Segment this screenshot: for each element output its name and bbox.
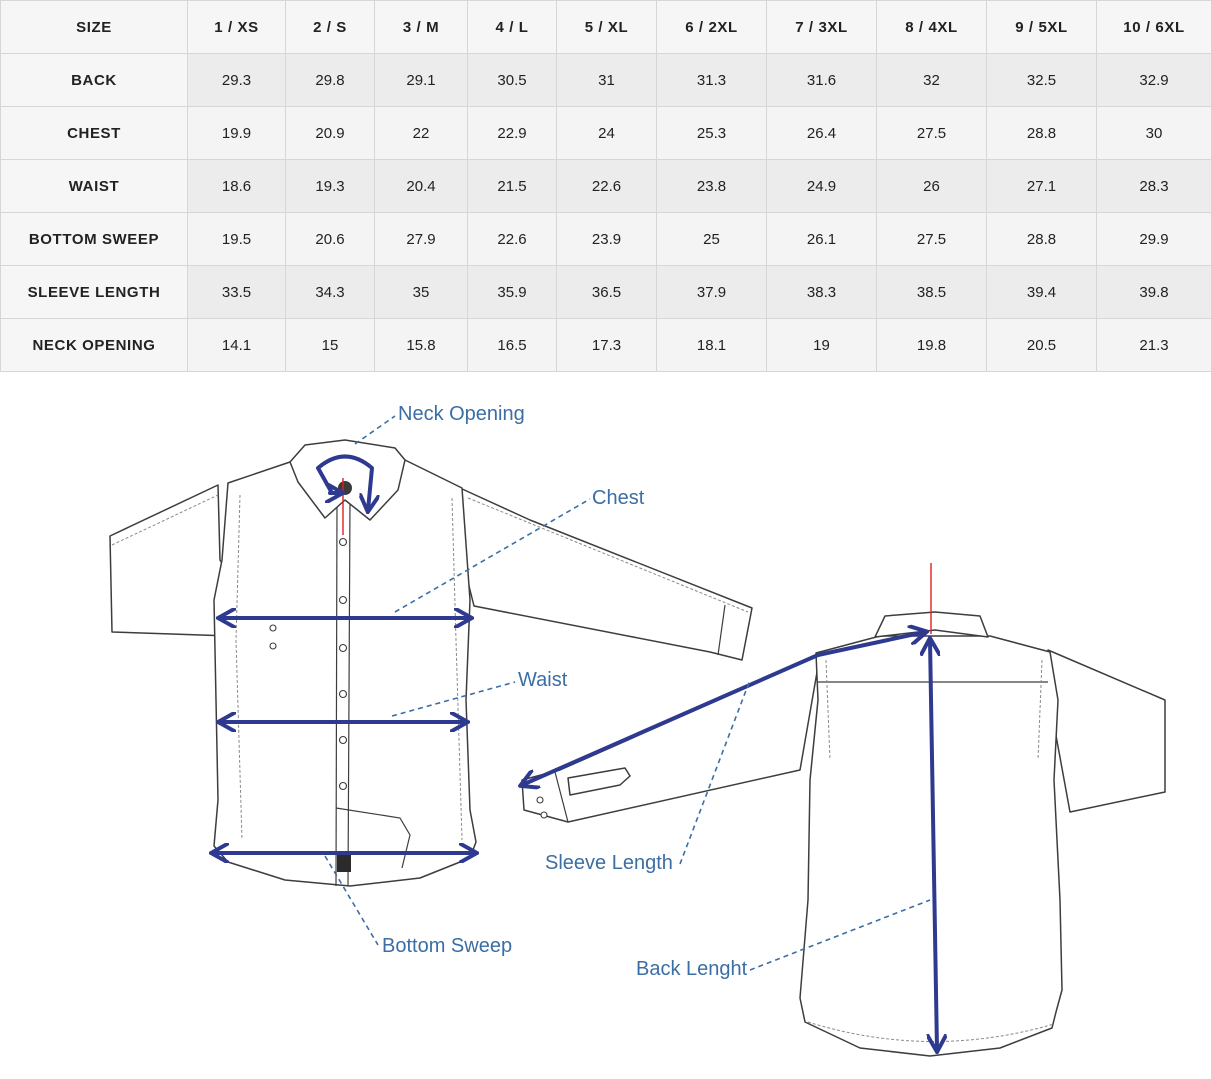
table-cell: 31: [557, 54, 657, 107]
size-chart-body: [1, 54, 1211, 372]
sleeve-length-label: Sleeve Length: [545, 852, 673, 874]
table-cell: 21.3: [1097, 319, 1211, 372]
table-cell: 22.6: [468, 213, 557, 266]
table-cell: 15: [286, 319, 375, 372]
column-header: 6 / 2XL: [657, 1, 767, 54]
table-cell: 27.5: [877, 213, 987, 266]
table-cell: 19.9: [188, 107, 286, 160]
table-cell: 21.5: [468, 160, 557, 213]
table-cell: 32: [877, 54, 987, 107]
table-cell: 32.9: [1097, 54, 1211, 107]
table-row-bottom-sweep: [1, 213, 1211, 266]
row-label: CHEST: [1, 107, 188, 160]
table-cell: 22.6: [557, 160, 657, 213]
table-cell: 38.3: [767, 266, 877, 319]
table-cell: 24.9: [767, 160, 877, 213]
neck-opening-label: Neck Opening: [398, 403, 525, 425]
table-cell: 38.5: [877, 266, 987, 319]
back-shirt-drawing: [522, 563, 1165, 1056]
shirt-diagram-svg: [0, 372, 1211, 1079]
column-header: 3 / M: [375, 1, 468, 54]
header-row: [1, 1, 1211, 54]
table-cell: 20.6: [286, 213, 375, 266]
table-cell: 18.1: [657, 319, 767, 372]
size-chart-header: [1, 1, 1211, 54]
table-cell: 35: [375, 266, 468, 319]
table-cell: 29.1: [375, 54, 468, 107]
table-cell: 30: [1097, 107, 1211, 160]
table-cell: 29.8: [286, 54, 375, 107]
table-cell: 36.5: [557, 266, 657, 319]
back-right-sleeve: [1048, 650, 1165, 812]
column-header: 5 / XL: [557, 1, 657, 54]
table-cell: 25.3: [657, 107, 767, 160]
table-cell: 18.6: [188, 160, 286, 213]
table-cell: 15.8: [375, 319, 468, 372]
column-header: 1 / XS: [188, 1, 286, 54]
table-cell: 31.3: [657, 54, 767, 107]
table-cell: 20.5: [987, 319, 1097, 372]
table-cell: 22: [375, 107, 468, 160]
column-header: 8 / 4XL: [877, 1, 987, 54]
table-cell: 30.5: [468, 54, 557, 107]
table-cell: 28.8: [987, 213, 1097, 266]
table-cell: 26.1: [767, 213, 877, 266]
table-cell: 26: [877, 160, 987, 213]
table-cell: 33.5: [188, 266, 286, 319]
table-cell: 19.3: [286, 160, 375, 213]
table-cell: 37.9: [657, 266, 767, 319]
waist-label: Waist: [518, 669, 568, 691]
front-right-sleeve: [460, 488, 752, 660]
table-cell: 29.9: [1097, 213, 1211, 266]
table-cell: 29.3: [188, 54, 286, 107]
row-label: BOTTOM SWEEP: [1, 213, 188, 266]
column-header: 7 / 3XL: [767, 1, 877, 54]
column-header: SIZE: [1, 1, 188, 54]
table-cell: 27.1: [987, 160, 1097, 213]
back-length-label: Back Lenght: [636, 958, 748, 980]
table-cell: 26.4: [767, 107, 877, 160]
table-cell: 32.5: [987, 54, 1097, 107]
table-cell: 17.3: [557, 319, 657, 372]
table-cell: 14.1: [188, 319, 286, 372]
row-label: BACK: [1, 54, 188, 107]
table-cell: 20.9: [286, 107, 375, 160]
row-label: SLEEVE LENGTH: [1, 266, 188, 319]
table-cell: 19.8: [877, 319, 987, 372]
row-label: WAIST: [1, 160, 188, 213]
front-body: [214, 460, 476, 886]
table-row-back: [1, 54, 1211, 107]
table-cell: 25: [657, 213, 767, 266]
table-row-chest: [1, 107, 1211, 160]
table-cell: 39.8: [1097, 266, 1211, 319]
table-cell: 31.6: [767, 54, 877, 107]
row-label: NECK OPENING: [1, 319, 188, 372]
table-cell: 23.9: [557, 213, 657, 266]
front-shirt-drawing: [110, 440, 752, 886]
table-cell: 16.5: [468, 319, 557, 372]
table-cell: 24: [557, 107, 657, 160]
table-row-waist: [1, 160, 1211, 213]
chest-label: Chest: [592, 487, 645, 509]
size-chart-table: [0, 0, 1211, 372]
measurement-diagram: [0, 372, 1211, 1079]
table-cell: 28.8: [987, 107, 1097, 160]
table-cell: 34.3: [286, 266, 375, 319]
table-cell: 19.5: [188, 213, 286, 266]
table-cell: 20.4: [375, 160, 468, 213]
table-row-neck-opening: [1, 319, 1211, 372]
bottom-sweep-label: Bottom Sweep: [382, 935, 513, 957]
table-cell: 27.9: [375, 213, 468, 266]
column-header: 10 / 6XL: [1097, 1, 1211, 54]
table-cell: 28.3: [1097, 160, 1211, 213]
column-header: 4 / L: [468, 1, 557, 54]
table-cell: 19: [767, 319, 877, 372]
table-cell: 22.9: [468, 107, 557, 160]
column-header: 2 / S: [286, 1, 375, 54]
table-cell: 35.9: [468, 266, 557, 319]
column-header: 9 / 5XL: [987, 1, 1097, 54]
table-cell: 39.4: [987, 266, 1097, 319]
table-row-sleeve-length: [1, 266, 1211, 319]
table-cell: 23.8: [657, 160, 767, 213]
table-cell: 27.5: [877, 107, 987, 160]
